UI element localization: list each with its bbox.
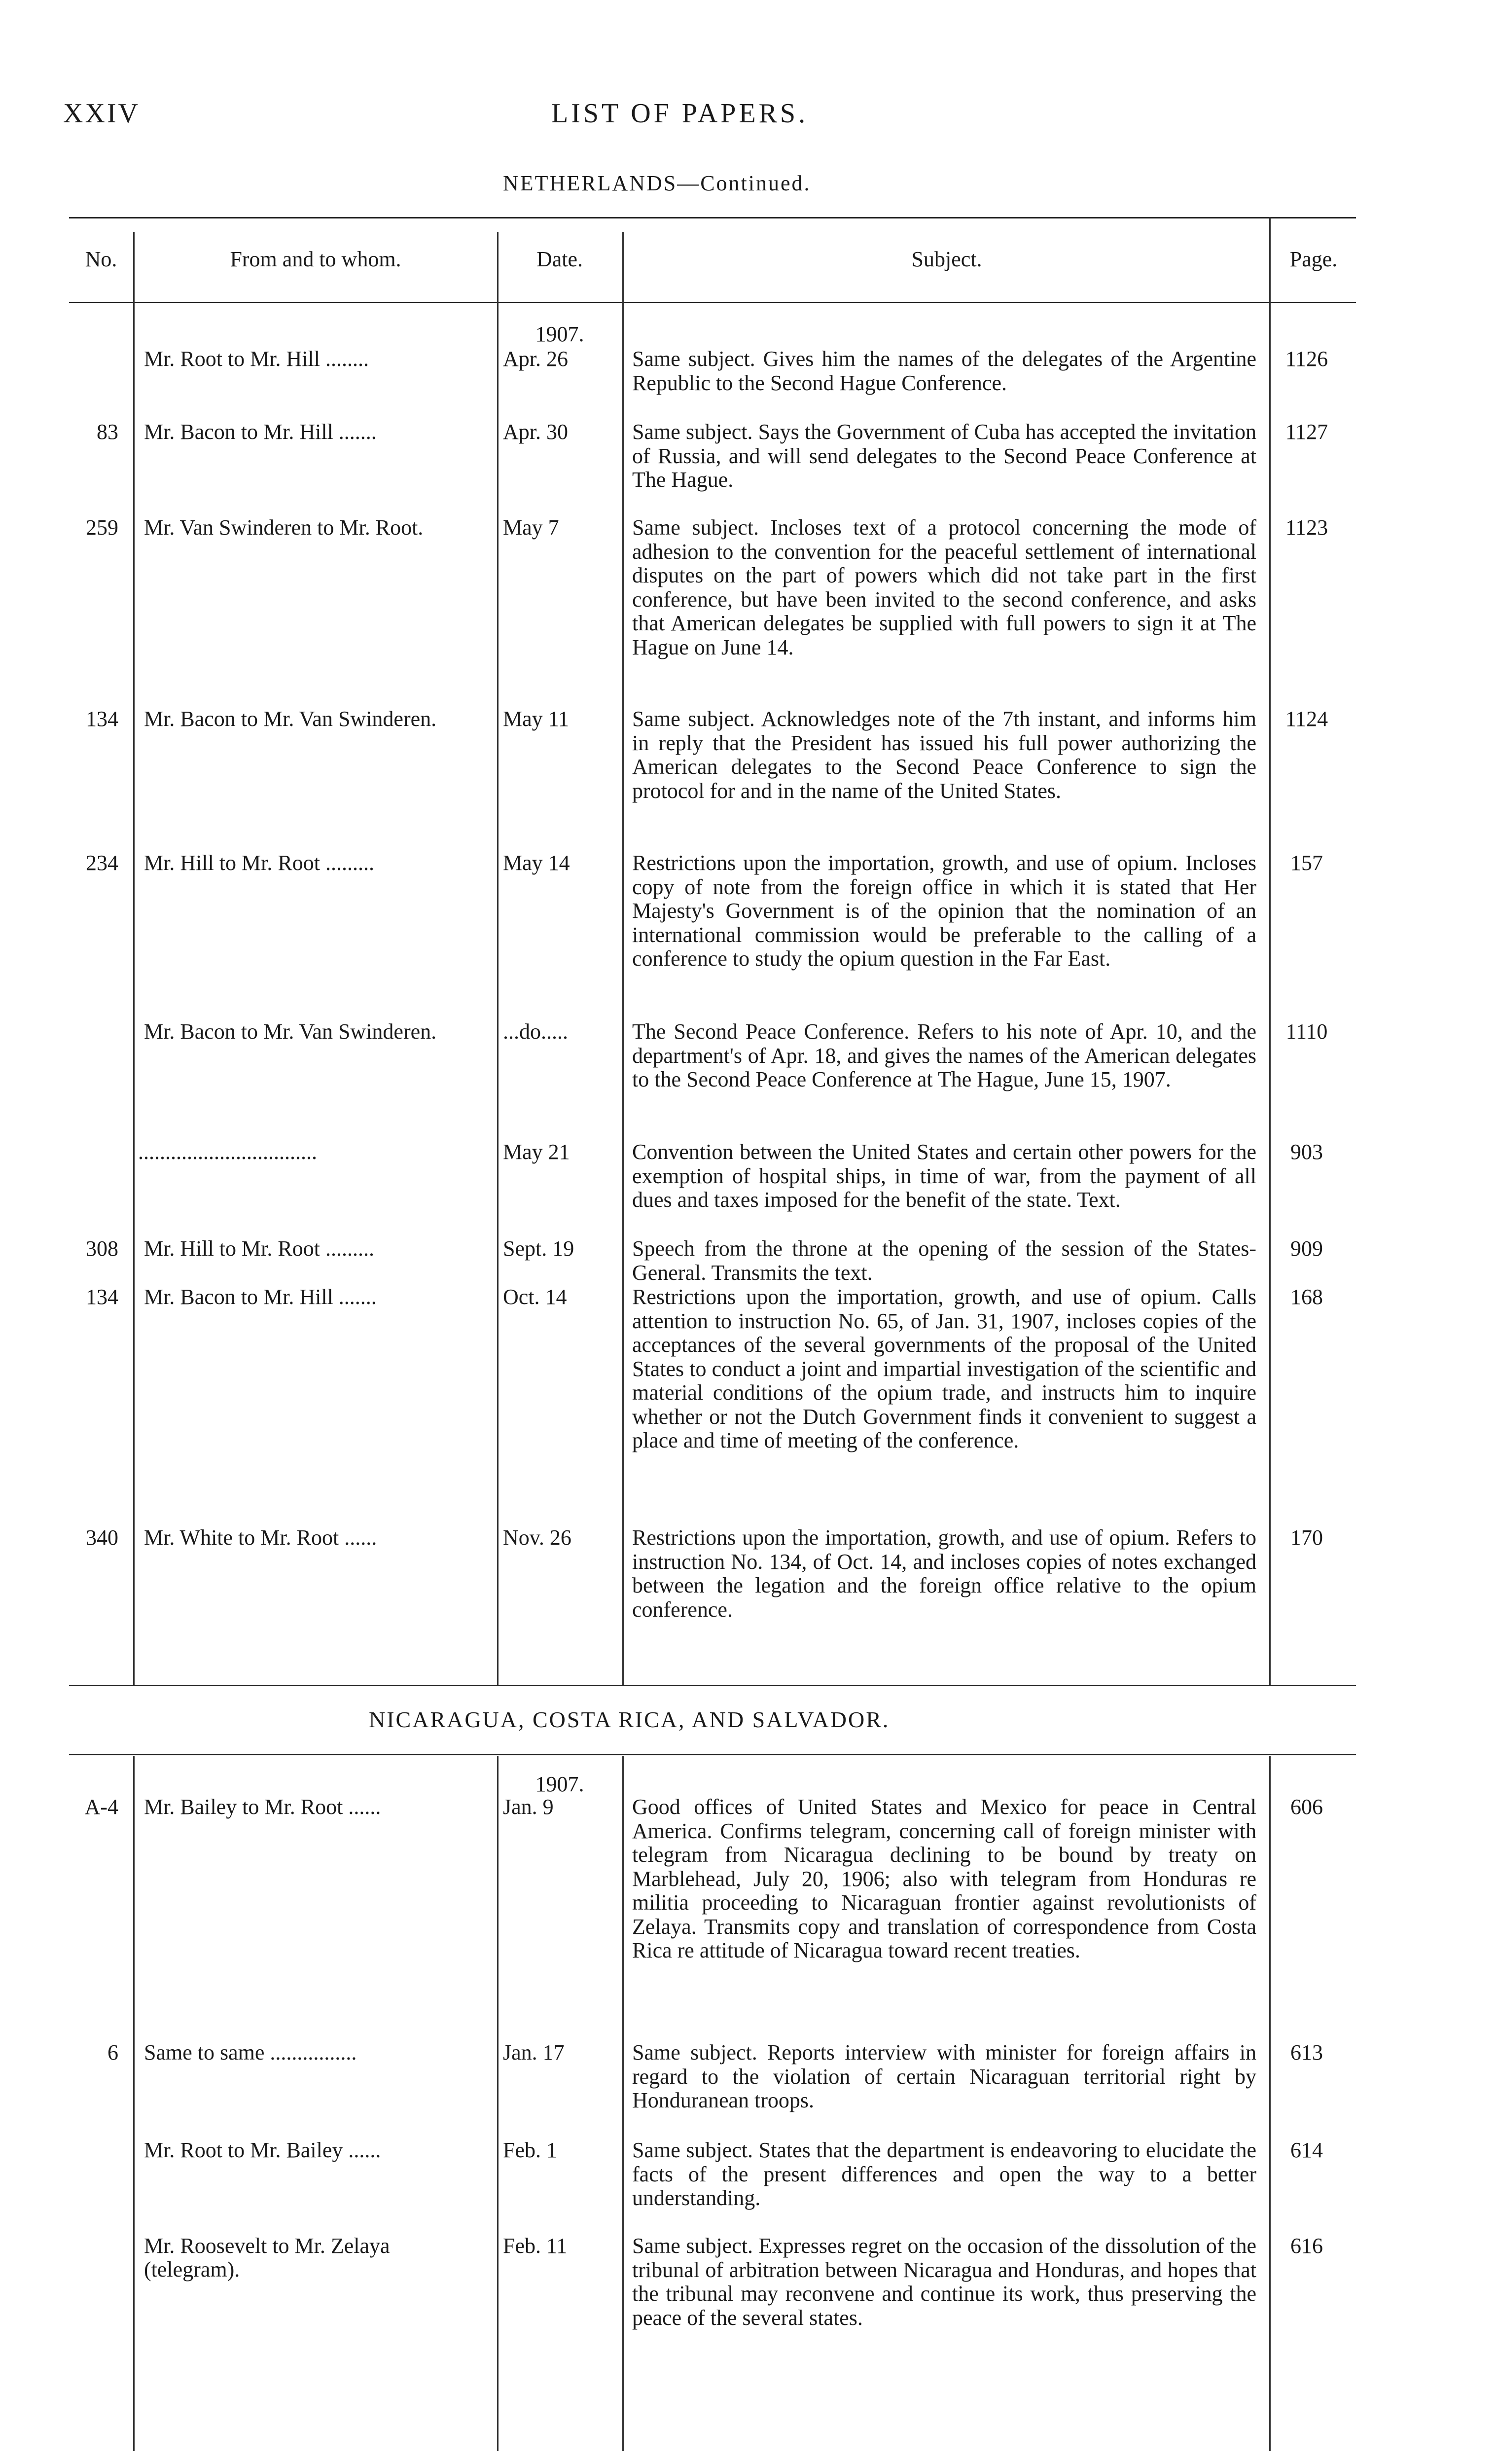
table1-bottom-rule xyxy=(69,1685,1356,1686)
row-subject: Same subject. States that the department is endeavoring to elucidate the facts of the present differences and open the way to a better understanding. xyxy=(632,2138,1256,2210)
row-date: Apr. 30 xyxy=(503,420,568,444)
row-date: May 14 xyxy=(503,851,570,875)
row-correspondents: Mr. Bacon to Mr. Van Swinderen. xyxy=(144,1019,437,1044)
row-subject: Same subject. Reports interview with minister for foreign affairs in regard to the violation of certain Nicaraguan territorial right by Honduranean troops. xyxy=(632,2040,1256,2112)
row-correspondents: Mr. Bacon to Mr. Van Swinderen. xyxy=(144,707,437,731)
row-number: 234 xyxy=(86,851,118,875)
table2-col-divider-3 xyxy=(622,1756,624,2451)
row-number: 134 xyxy=(86,1285,118,1309)
row-correspondents: ................................. xyxy=(138,1140,317,1164)
row-subject: Same subject. Expresses regret on the occasion of the dissolution of the tribunal of arbitration between Nicaragua and Honduras, and hopes that the tribunal may reconvene and continue its work, thus preserving the peace of the several states. xyxy=(632,2234,1256,2330)
table2-col-divider-2 xyxy=(497,1756,499,2451)
column-header-date: Date. xyxy=(536,247,583,271)
row-page: 903 xyxy=(1290,1140,1323,1164)
table1-col-divider-4 xyxy=(1269,217,1271,1685)
column-header-page: Page. xyxy=(1289,247,1338,271)
row-date: Sept. 19 xyxy=(503,1236,574,1261)
row-date: Feb. 1 xyxy=(503,2138,557,2162)
row-correspondents: Mr. Bacon to Mr. Hill ....... xyxy=(144,420,377,444)
row-subject: Restrictions upon the importation, growth, and use of opium. Calls attention to instruction No. 65, of Jan. 31, 1907, incloses copies of the acceptances of the several governments of the proposal of the United States to conduct a joint and impartial investigation of the scientific and material conditions of the opium trade, and instructs him to inquire whether or not the Dutch Government finds it convenient to suggest a place and time of meeting of the conference. xyxy=(632,1285,1256,1452)
table1-col-divider-1 xyxy=(133,232,135,1685)
row-page: 157 xyxy=(1290,851,1323,875)
row-date: Feb. 11 xyxy=(503,2234,568,2258)
row-number: A-4 xyxy=(84,1795,118,1819)
row-correspondents: Mr. Van Swinderen to Mr. Root. xyxy=(144,515,424,540)
section1-year: 1907. xyxy=(535,322,584,346)
row-subject: Restrictions upon the importation, growth, and use of opium. Incloses copy of note from the foreign office in which it is stated that Her Majesty's Government is of the opinion that the nomination of an international commission would be preferable to the calling of a conference to study the opium question in the Far East. xyxy=(632,851,1256,971)
row-date: May 7 xyxy=(503,515,559,540)
row-correspondents: Mr. Bacon to Mr. Hill ....... xyxy=(144,1285,377,1309)
page-number-roman: XXIV xyxy=(63,98,140,129)
table1-header-rule xyxy=(69,302,1356,303)
row-number: 6 xyxy=(107,2040,118,2065)
row-correspondents: Mr. Hill to Mr. Root ......... xyxy=(144,851,374,875)
row-correspondents: Mr. White to Mr. Root ...... xyxy=(144,1526,377,1550)
row-subject: Speech from the throne at the opening of the session of the States-General. Transmits the text. xyxy=(632,1236,1256,1285)
row-number: 340 xyxy=(86,1525,118,1550)
row-subject: Same subject. Incloses text of a protocol concerning the mode of adhesion to the convention for the peaceful settlement of international disputes on the part of powers which did not take part in the first conference, but have been invited to the second conference, and asks that American delegates be supplied with full powers to sign it at The Hague on June 14. xyxy=(632,515,1256,659)
table1-col-divider-3 xyxy=(622,232,624,1685)
row-page: 909 xyxy=(1290,1236,1323,1261)
column-header-subject: Subject. xyxy=(911,247,982,271)
table2-col-divider-4 xyxy=(1269,1756,1271,2451)
row-subject: Same subject. Says the Government of Cuba has accepted the invitation of Russia, and will send delegates to the Second Peace Conference at The Hague. xyxy=(632,420,1256,492)
row-subject: Same subject. Gives him the names of the delegates of the Argentine Republic to the Second Hague Conference. xyxy=(632,347,1256,395)
column-header-from: From and to whom. xyxy=(230,247,401,271)
row-correspondents: Same to same ................ xyxy=(144,2041,357,2065)
row-correspondents: Mr. Roosevelt to Mr. Zelaya (telegram). xyxy=(144,2234,390,2282)
row-correspondents: Mr. Root to Mr. Hill ........ xyxy=(144,347,369,371)
row-page: 168 xyxy=(1290,1285,1323,1309)
row-page: 1126 xyxy=(1285,347,1328,371)
row-page: 1123 xyxy=(1285,515,1328,540)
table1-top-rule xyxy=(69,217,1356,218)
row-date: Nov. 26 xyxy=(503,1525,571,1550)
page-title: LIST OF PAPERS. xyxy=(551,98,809,129)
row-page: 614 xyxy=(1290,2138,1323,2162)
row-page: 1127 xyxy=(1285,420,1328,444)
row-number: 308 xyxy=(86,1236,118,1261)
column-header-no: No. xyxy=(85,247,117,271)
table1-col-divider-2 xyxy=(497,232,499,1685)
row-date: Oct. 14 xyxy=(503,1285,567,1309)
row-page: 606 xyxy=(1290,1795,1323,1819)
row-number: 83 xyxy=(97,420,118,444)
row-date: ...do..... xyxy=(503,1019,568,1044)
row-page: 1124 xyxy=(1285,707,1328,731)
row-page: 1110 xyxy=(1285,1019,1328,1044)
row-page: 170 xyxy=(1290,1525,1323,1550)
row-date: Apr. 26 xyxy=(503,347,568,371)
row-subject: Good offices of United States and Mexico for peace in Central America. Confirms telegram, concerning call of foreign minister with telegram from Nicaragua declining to be bound by treaty on Marblehead, July 20, 1906; also with telegram from Honduras re militia proceeding to Nicaraguan frontier against revolutionists of Zelaya. Transmits copy and translation of correspondence from Costa Rica re attitude of Nicaragua toward recent treaties. xyxy=(632,1795,1256,1962)
row-subject: Same subject. Acknowledges note of the 7th instant, and informs him in reply that the President has issued his full power authorizing the American delegates to the Second Peace Conference to sign the protocol for and in the name of the United States. xyxy=(632,707,1256,803)
section-title-netherlands: NETHERLANDS—Continued. xyxy=(503,171,811,195)
section-title-nicaragua: NICARAGUA, COSTA RICA, AND SALVADOR. xyxy=(369,1707,890,1732)
row-date: Jan. 9 xyxy=(503,1795,554,1819)
section2-year: 1907. xyxy=(535,1772,584,1796)
row-subject: The Second Peace Conference. Refers to his note of Apr. 10, and the department's of Apr. 18, and gives the names of the American delegates to the Second Peace Conference at The Hague, June 15, 1907. xyxy=(632,1019,1256,1091)
row-correspondents: Mr. Hill to Mr. Root ......... xyxy=(144,1237,374,1261)
row-correspondents: Mr. Root to Mr. Bailey ...... xyxy=(144,2138,381,2162)
row-subject: Convention between the United States and certain other powers for the exemption of hospital ships, in time of war, from the payment of all dues and taxes imposed for the benefit of the state. Text. xyxy=(632,1140,1256,1212)
row-subject: Restrictions upon the importation, growth, and use of opium. Refers to instruction No. 134, of Oct. 14, and incloses copies of notes exchanged between the legation and the foreign office relative to the opium conference. xyxy=(632,1525,1256,1622)
row-page: 616 xyxy=(1290,2234,1323,2258)
table2-col-divider-1 xyxy=(133,1756,135,2451)
row-date: Jan. 17 xyxy=(503,2040,565,2065)
row-number: 134 xyxy=(86,707,118,731)
row-correspondents: Mr. Bailey to Mr. Root ...... xyxy=(144,1795,381,1819)
row-date: May 11 xyxy=(503,707,570,731)
table2-top-rule xyxy=(69,1754,1356,1755)
row-page: 613 xyxy=(1290,2040,1323,2065)
row-date: May 21 xyxy=(503,1140,570,1164)
row-number: 259 xyxy=(86,515,118,540)
